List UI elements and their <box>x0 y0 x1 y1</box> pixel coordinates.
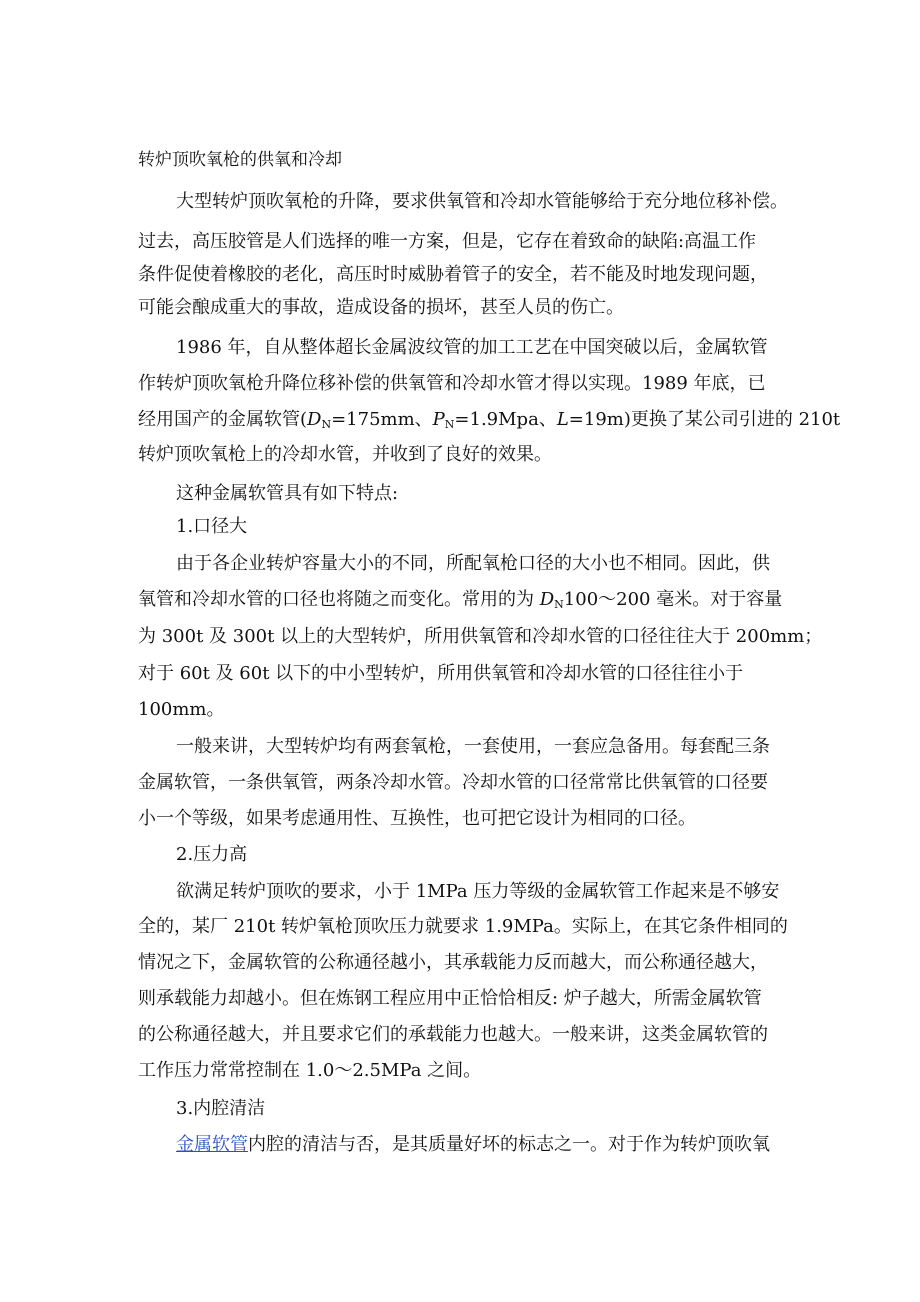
paragraph-1-line-4: 可能会酿成重大的事故，造成设备的损坏，甚至人员的伤亡。 <box>138 297 624 318</box>
paragraph-3: 这种金属软管具有如下特点: <box>176 483 399 504</box>
paragraph-1-line-3: 条件促使着橡胶的老化，高压时时威胁着管子的安全，若不能及时地发现问题， <box>138 264 768 285</box>
paragraph-2-line-2: 作转炉顶吹氧枪升降位移补偿的供氧管和冷却水管才得以实现。1989 年底，已 <box>138 373 766 394</box>
text-run: 内腔的清洁与否，是其质量好坏的标志之一。对于作为转炉顶吹氧 <box>248 1134 770 1155</box>
paragraph-5-line-1: 一般来讲，大型转炉均有两套氧枪，一套使用，一套应急备用。每套配三条 <box>176 736 770 757</box>
paragraph-2-line-1: 1986 年，自从整体超长金属波纹管的加工工艺在中国突破以后，金属软管 <box>176 337 768 358</box>
metal-hose-link[interactable]: 金属软管 <box>176 1134 248 1155</box>
paragraph-2-line-3 <box>138 408 840 432</box>
paragraph-4-line-4: 对于 60t 及 60t 以下的中小型转炉，所用供氧管和冷却水管的口径往往小于 <box>138 663 744 684</box>
text-run: =19m)更换了某公司引进的 210t <box>568 409 841 430</box>
text-run: 氧管和冷却水管的口径也将随之而变化。常用的为 <box>138 589 540 610</box>
paragraph-4-line-5: 100mm。 <box>138 699 225 720</box>
section-heading-3: 3.内腔清洁 <box>176 1098 266 1119</box>
symbol-p: P <box>432 409 445 430</box>
paragraph-6-line-4: 则承载能力却越小。但在炼钢工程应用中正恰恰相反: 炉子越大，所需金属软管 <box>138 988 762 1009</box>
paragraph-1-line-2: 过去，高压胶管是人们选择的唯一方案，但是，它存在着致命的缺陷:高温工作 <box>138 231 757 252</box>
paragraph-6-line-6: 工作压力常常控制在 1.0～2.5MPa 之间。 <box>138 1060 482 1081</box>
symbol-d: D <box>307 409 322 430</box>
paragraph-4-line-2 <box>138 588 782 612</box>
subscript-n: N <box>321 418 332 431</box>
text-run: =175mm、 <box>331 409 433 430</box>
paragraph-1-line-1: 大型转炉顶吹氧枪的升降，要求供氧管和冷却水管能够给于充分地位移补偿。 <box>176 191 788 212</box>
document-title: 转炉顶吹氧枪的供氧和冷却 <box>138 150 342 170</box>
symbol-d: D <box>539 589 555 610</box>
text-run: 经用国产的金属软管( <box>138 409 308 430</box>
paragraph-7-line-1 <box>176 1133 770 1157</box>
paragraph-6-line-5: 的公称通径越大，并且要求它们的承载能力也越大。一般来讲，这类金属软管的 <box>138 1024 768 1045</box>
paragraph-5-line-3: 小一个等级，如果考虑通用性、互换性，也可把它设计为相同的口径。 <box>138 808 696 829</box>
text-run: 100～200 毫米。对于容量 <box>563 589 783 610</box>
text-run: =1.9Mpa、 <box>454 409 557 430</box>
subscript-n: N <box>554 598 564 611</box>
paragraph-4-line-1: 由于各企业转炉容量大小的不同，所配氧枪口径的大小也不相同。因此，供 <box>176 553 770 574</box>
paragraph-6-line-3: 情况之下，金属软管的公称通径越小，其承载能力反而越大，而公称通径越大， <box>138 952 768 973</box>
paragraph-5-line-2: 金属软管，一条供氧管，两条冷却水管。冷却水管的口径常常比供氧管的口径要 <box>138 772 768 793</box>
paragraph-6-line-1: 欲满足转炉顶吹的要求，小于 1MPa 压力等级的金属软管工作起来是不够安 <box>176 881 780 902</box>
section-heading-2: 2.压力高 <box>176 844 248 865</box>
section-heading-1: 1.口径大 <box>176 516 248 537</box>
paragraph-2-line-4: 转炉顶吹氧枪上的冷却水管，并收到了良好的效果。 <box>138 444 552 465</box>
symbol-l: L <box>556 409 569 430</box>
paragraph-4-line-3: 为 300t 及 300t 以上的大型转炉，所用供氧管和冷却水管的口径往往大于 200mm； <box>138 626 823 647</box>
paragraph-6-line-2: 全的，某厂 210t 转炉氧枪顶吹压力就要求 1.9MPa。实际上，在其它条件相同的 <box>138 916 788 937</box>
subscript-n: N <box>444 418 455 431</box>
